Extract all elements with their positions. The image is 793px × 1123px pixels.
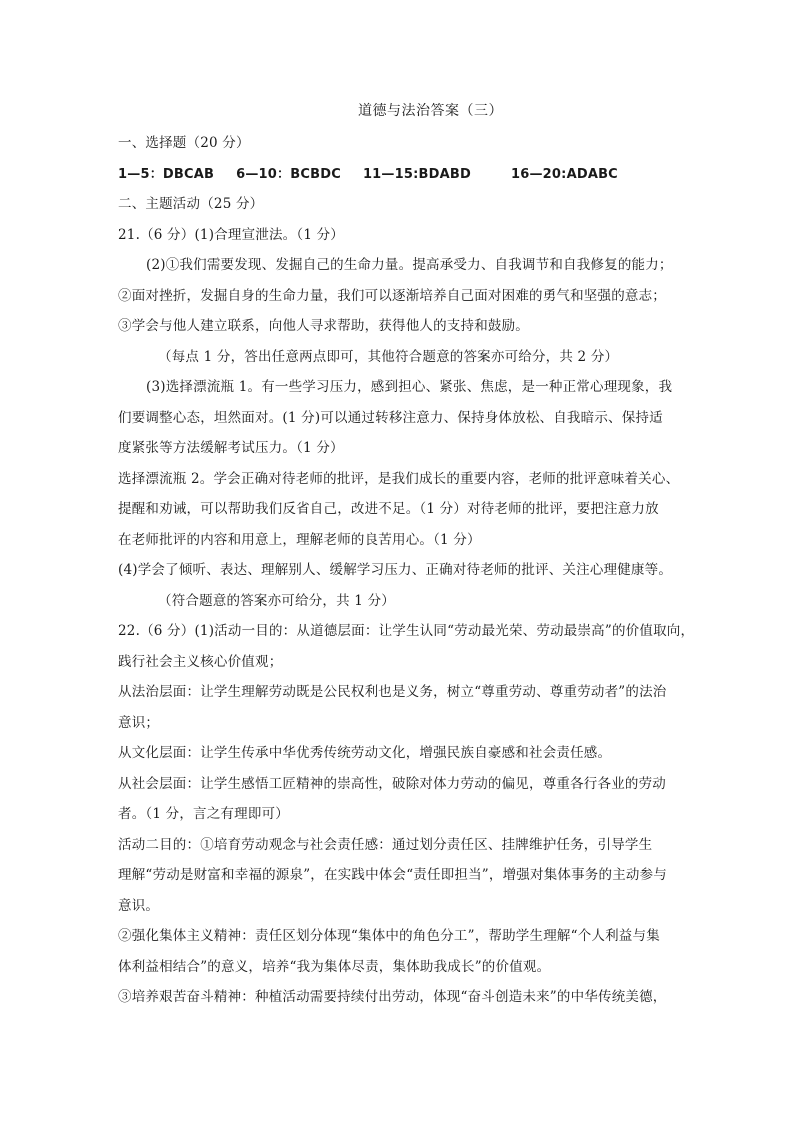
q22-line-10: 意识。 <box>118 897 160 914</box>
section1-heading: 一、选择题（20 分） <box>118 135 250 151</box>
q21-line-8: 度紧张等方法缓解考试压力。（1 分） <box>118 440 344 456</box>
q21-line-6: (3)选择漂流瓶 1。有一些学习压力，感到担心、紧张、焦虑，是一种正常心理现象，我 <box>146 379 673 395</box>
q21-scoring-note-2: （符合题意的答案亦可给分，共 1 分） <box>158 592 395 609</box>
answer-group-3: 11—15:BDABD <box>362 166 471 182</box>
q22-line-6: 从社会层面：让学生感悟工匠精神的崇高性，破除对体力劳动的偏见，尊重各行各业的劳动 <box>118 775 666 792</box>
q21-line-9: 选择漂流瓶 2。学会正确对待老师的批评，是我们成长的重要内容，老师的批评意味着关心、 <box>118 470 680 487</box>
answer-group-4: 16—20:ADABC <box>510 166 618 182</box>
q22-line-13: ③培养艰苦奋斗精神：种植活动需要持续付出劳动，体现“奋斗创造未来”的中华传统美德， <box>118 989 667 1005</box>
q21-line-1: 21.（6 分）(1)合理宣泄法。（1 分） <box>118 226 345 243</box>
q21-line-11: 在老师批评的内容和用意上，理解老师的良苦用心。（1 分） <box>118 531 481 548</box>
section2-heading: 二、主题活动（25 分） <box>118 196 264 212</box>
q21-line-4: ③学会与他人建立联系，向他人寻求帮助，获得他人的支持和鼓励。 <box>118 318 529 334</box>
q21-line-7: 们要调整心态，坦然面对。(1 分)可以通过转移注意力、保持身体放松、自我暗示、保持适 <box>118 409 663 426</box>
q22-line-2: 践行社会主义核心价值观； <box>118 653 283 670</box>
q21-line-12: (4)学会了倾听、表达、理解别人、缓解学习压力、正确对待老师的批评、关注心理健康等。 <box>118 562 673 578</box>
q22-line-3: 从法治层面：让学生理解劳动既是公民权利也是义务，树立“尊重劳动、尊重劳动者”的法治 <box>118 684 667 700</box>
q21-line-2: (2)①我们需要发现、发掘自己的生命力量。提高承受力、自我调节和自我修复的能力； <box>146 257 673 273</box>
q22-line-12: 体利益相结合”的意义，培养“我为集体尽责，集体助我成长”的价值观。 <box>118 958 551 975</box>
answer-group-2: 6—10：BCBDC <box>236 166 341 182</box>
q22-line-4: 意识； <box>118 714 160 731</box>
q21-line-3: ②面对挫折，发掘自身的生命力量，我们可以逐渐培养自己面对困难的勇气和坚强的意志； <box>118 287 666 304</box>
q22-line-9: 理解“劳动是财富和幸福的源泉”，在实践中体会“责任即担当”，增强对集体事务的主动参与 <box>118 867 668 883</box>
q21-line-10: 提醒和劝诫，可以帮助我们反省自己，改进不足。（1 分）对待老师的批评，要把注意力放 <box>118 501 659 517</box>
q22-line-8: 活动二目的：①培育劳动观念与社会责任感：通过划分责任区、挂牌维护任务，引导学生 <box>118 836 653 853</box>
page-title: 道德与法治答案（三） <box>358 103 503 119</box>
choice-answers <box>118 165 723 184</box>
q22-line-5: 从文化层面：让学生传承中华优秀传统劳动文化，增强民族自豪感和社会责任感。 <box>118 745 612 761</box>
q22-line-7: 者。（1 分，言之有理即可） <box>118 806 289 822</box>
q21-scoring-note: （每点 1 分，答出任意两点即可，其他符合题意的答案亦可给分，共 2 分） <box>158 348 619 365</box>
answer-group-1: 1—5：DBCAB <box>118 166 215 182</box>
q22-line-1: 22.（6 分）(1)活动一目的：从道德层面：让学生认同“劳动最光荣、劳动最崇高”的价值取向， <box>118 623 695 639</box>
q22-line-11: ②强化集体主义精神：责任区划分体现“集体中的角色分工”，帮助学生理解“个人利益与集 <box>118 928 660 944</box>
